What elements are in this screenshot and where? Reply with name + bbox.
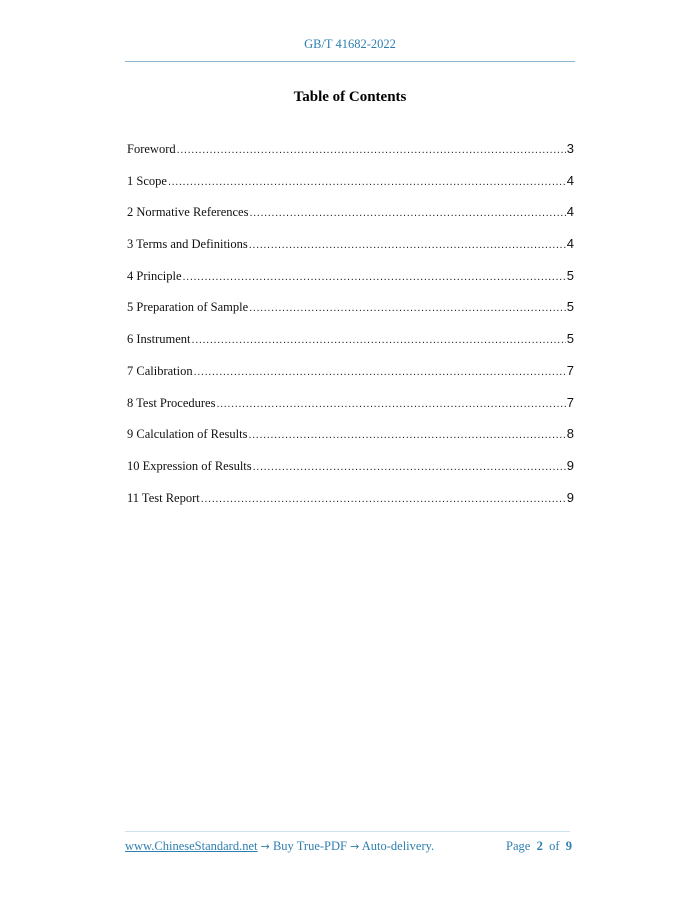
toc-entry-label: 7 Calibration bbox=[127, 363, 193, 378]
toc-leader-dots bbox=[194, 366, 566, 378]
toc-entry-preparation-of-sample[interactable] bbox=[127, 299, 574, 331]
toc-entry-test-procedures[interactable] bbox=[127, 395, 574, 427]
toc-leader-dots bbox=[248, 429, 565, 441]
toc-entry-page: 4 bbox=[566, 204, 574, 220]
toc-leader-dots bbox=[249, 207, 565, 219]
toc-leader-dots bbox=[192, 334, 566, 346]
toc-entry-terms-and-definitions[interactable] bbox=[127, 236, 574, 268]
toc-entry-label: Foreword bbox=[127, 142, 176, 156]
toc-title: Table of Contents bbox=[293, 89, 407, 105]
toc-leader-dots bbox=[201, 493, 566, 505]
toc-entry-label: 11 Test Report bbox=[127, 490, 200, 505]
toc-entry-foreword[interactable] bbox=[127, 141, 574, 173]
toc-entry-page: 3 bbox=[566, 141, 574, 156]
toc-leader-dots bbox=[216, 398, 565, 410]
toc-entry-page: 4 bbox=[566, 236, 574, 252]
page-of-label: of bbox=[549, 839, 560, 853]
page-number bbox=[506, 839, 572, 854]
auto-delivery-text: Auto-delivery. bbox=[361, 839, 435, 853]
toc-leader-dots bbox=[177, 144, 566, 156]
buy-pdf-text: Buy True-PDF bbox=[272, 839, 347, 853]
toc-entry-scope[interactable] bbox=[127, 173, 574, 205]
toc-entry-normative-references[interactable] bbox=[127, 204, 574, 236]
toc-entry-page: 9 bbox=[566, 489, 574, 505]
toc-entry-label: 9 Calculation of Results bbox=[127, 427, 248, 442]
toc-entry-label: 1 Scope bbox=[127, 173, 167, 188]
arrow-right-icon: → bbox=[260, 840, 270, 853]
total-pages: 9 bbox=[565, 839, 572, 853]
toc-entry-calibration[interactable] bbox=[127, 363, 574, 395]
toc-entry-label: 8 Test Procedures bbox=[127, 395, 216, 410]
toc-entry-label: 3 Terms and Definitions bbox=[127, 237, 248, 252]
toc-entry-calculation-of-results[interactable] bbox=[127, 426, 574, 458]
toc-entry-page: 8 bbox=[566, 426, 574, 442]
page-footer bbox=[125, 839, 572, 854]
toc-leader-dots bbox=[249, 239, 566, 251]
running-header: GB/T 41682-2022 bbox=[304, 37, 396, 51]
table-of-contents bbox=[127, 141, 574, 521]
footer-divider bbox=[125, 831, 570, 832]
toc-entry-page: 5 bbox=[566, 299, 574, 315]
toc-entry-page: 4 bbox=[566, 172, 574, 188]
toc-entry-label: 10 Expression of Results bbox=[127, 458, 252, 473]
toc-leader-dots bbox=[253, 461, 566, 473]
toc-entry-page: 7 bbox=[566, 362, 574, 378]
current-page: 2 bbox=[536, 839, 543, 853]
toc-entry-page: 5 bbox=[566, 267, 574, 283]
toc-entry-page: 9 bbox=[566, 457, 574, 473]
footer-promo bbox=[125, 839, 434, 854]
toc-entry-label: 2 Normative References bbox=[127, 205, 249, 220]
toc-entry-test-report[interactable] bbox=[127, 490, 574, 522]
toc-leader-dots bbox=[168, 176, 566, 188]
toc-leader-dots bbox=[249, 302, 566, 314]
toc-entry-label: 4 Principle bbox=[127, 268, 182, 283]
toc-entry-label: 5 Preparation of Sample bbox=[127, 300, 249, 315]
toc-entry-expression-of-results[interactable] bbox=[127, 458, 574, 490]
site-link[interactable]: www.ChineseStandard.net bbox=[125, 839, 258, 853]
toc-entry-principle[interactable] bbox=[127, 268, 574, 300]
header-divider bbox=[125, 61, 575, 62]
toc-leader-dots bbox=[183, 271, 566, 283]
toc-entry-page: 5 bbox=[566, 331, 574, 347]
arrow-right-icon: → bbox=[350, 840, 360, 853]
toc-entry-label: 6 Instrument bbox=[127, 332, 191, 347]
toc-entry-page: 7 bbox=[566, 394, 574, 410]
page-label: Page bbox=[506, 839, 531, 853]
toc-entry-instrument[interactable] bbox=[127, 331, 574, 363]
